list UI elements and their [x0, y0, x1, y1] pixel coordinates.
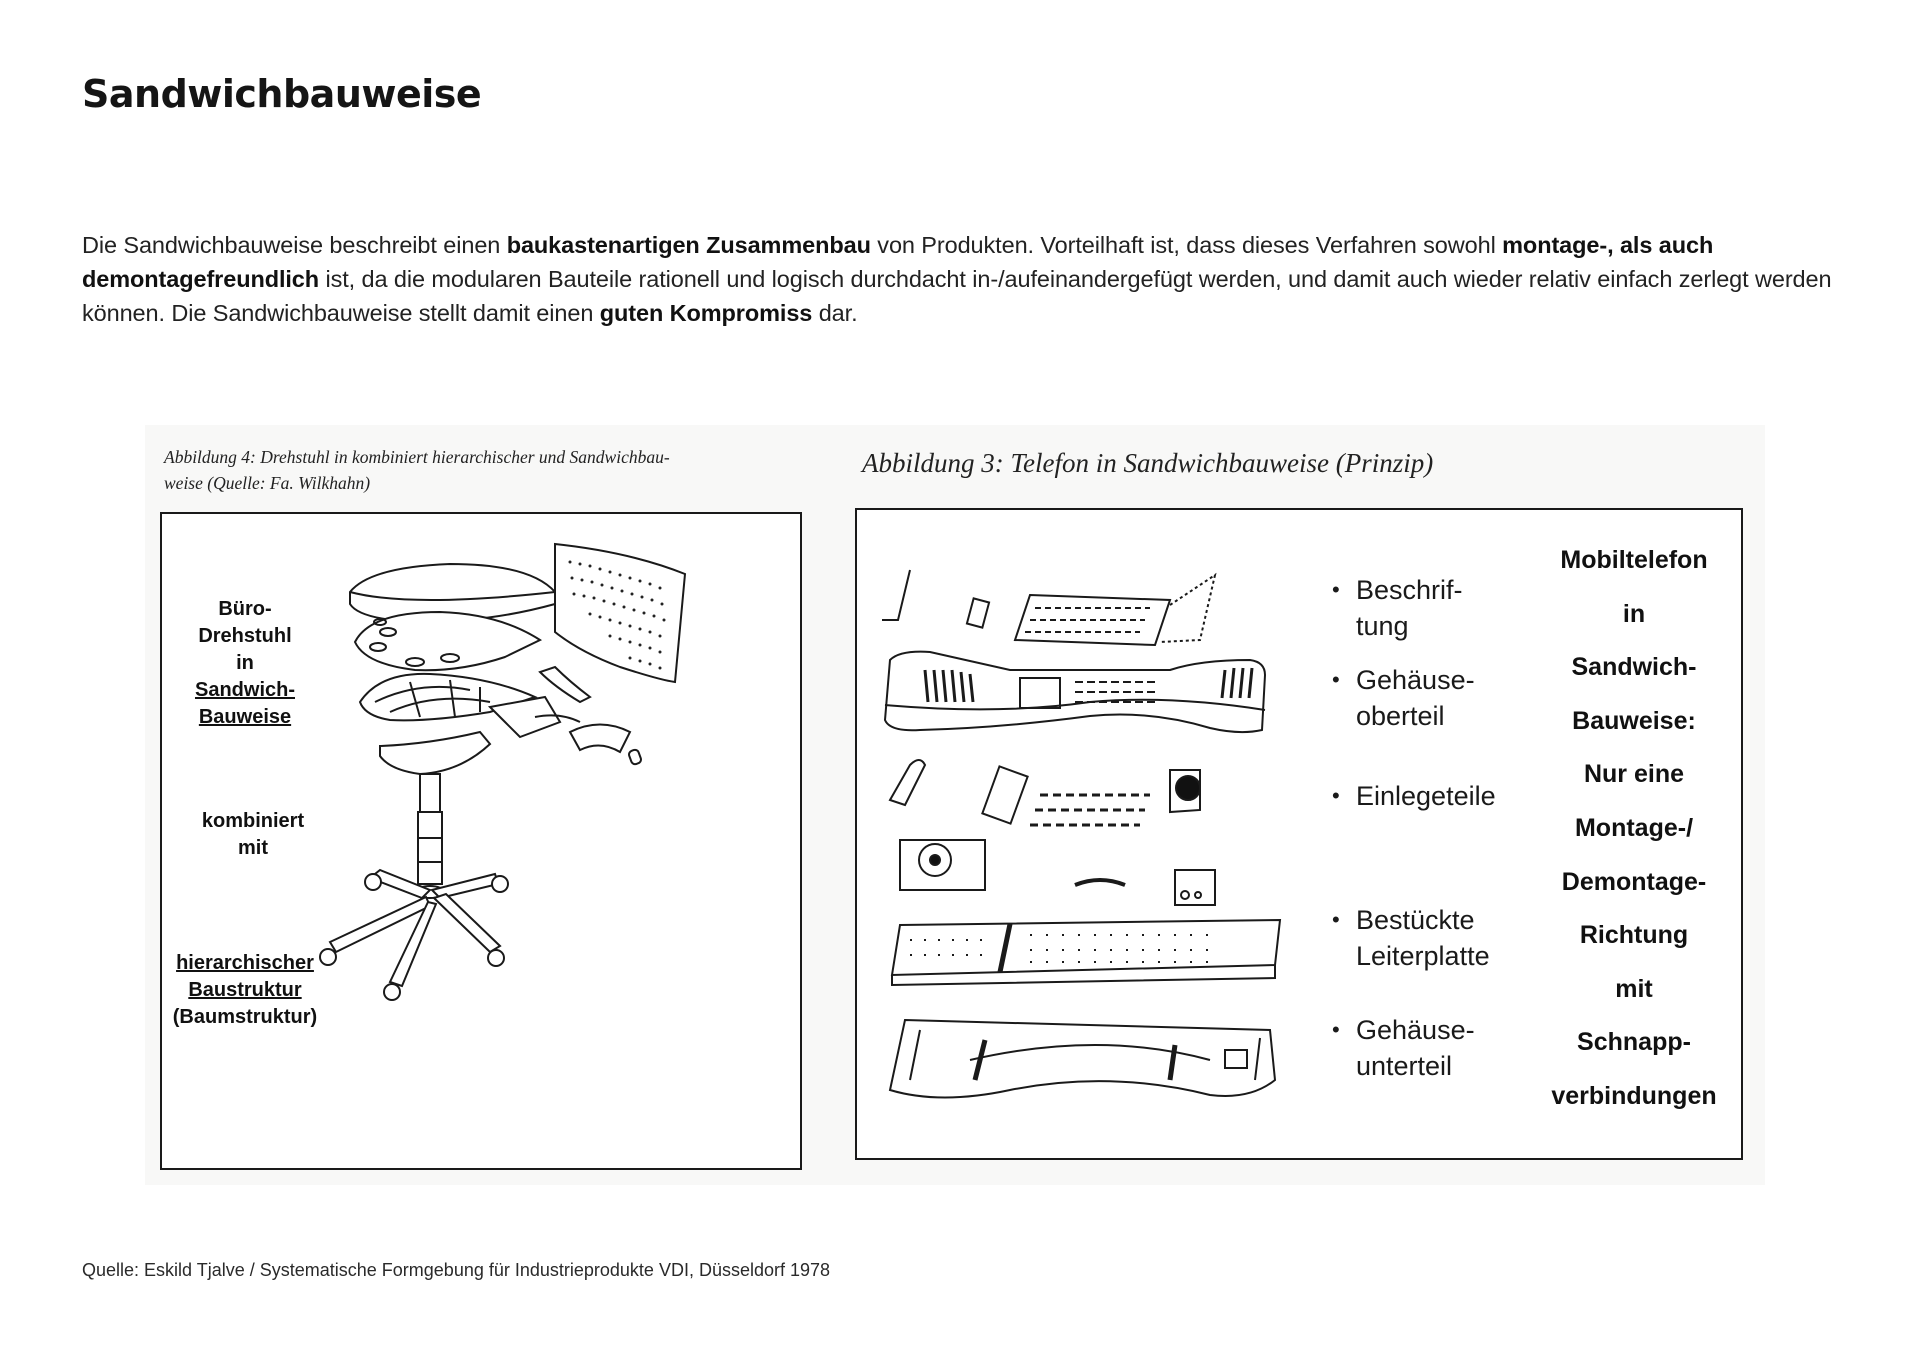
label-line: mit [238, 837, 268, 859]
label-line: oberteil [1356, 701, 1445, 731]
label-line: in [236, 652, 254, 674]
phone-layer-lower-housing [890, 1020, 1275, 1098]
phone-layer-label-lower-housing [1332, 1012, 1475, 1084]
summary-line: Richtung [1579, 921, 1689, 950]
label-line: Beschrif- [1356, 575, 1463, 605]
phone-layer-label-labeling [1332, 572, 1463, 644]
phone-layer-label-pcb [1332, 902, 1490, 974]
chair-armrest [570, 725, 630, 753]
label-line: kombiniert [201, 810, 305, 832]
bullet: • [1332, 783, 1340, 808]
body-text: dar. [812, 300, 858, 326]
summary-line: verbindungen [1551, 1081, 1717, 1110]
bullet: • [1332, 1017, 1340, 1042]
emphasis-text: guten Kompromiss [599, 300, 813, 326]
figure-chair-caption [164, 444, 784, 496]
summary-line: Montage-/ [1574, 813, 1694, 842]
phone-layer-upper-housing [885, 652, 1265, 732]
chair-backrest [555, 544, 685, 682]
intro-paragraph [82, 228, 1862, 330]
phone-illustration [870, 560, 1320, 1120]
summary-line: Demontage- [1561, 867, 1707, 896]
emphasis-text: baukastenartigen Zusammenbau [506, 232, 871, 258]
summary-line: Nur eine [1583, 760, 1685, 789]
phone-layer-inserts [890, 760, 1215, 905]
emphasis-text: montage-, als auch demontagefreundlich [82, 232, 1714, 292]
label-line: Sandwich- [194, 679, 295, 701]
body-text: von Produkten. Vorteilhaft ist, dass dieses Verfahren sowohl [870, 232, 1503, 258]
label-line: unterteil [1356, 1051, 1453, 1081]
summary-line: Bauweise: [1572, 706, 1696, 735]
label-line: Baustruktur [188, 979, 302, 1001]
source-citation: Quelle: Eskild Tjalve / Systematische Formgebung für Industrieprodukte VDI, Düsseldorf 1978 [82, 1260, 831, 1280]
label-line: Bestückte [1356, 905, 1475, 935]
label-line: Gehäuse- [1356, 665, 1475, 695]
chair-tilt-plate [380, 732, 490, 774]
bullet: • [1332, 907, 1340, 932]
bullet: • [1332, 667, 1340, 692]
label-line: Einlegeteile [1356, 781, 1496, 811]
figure-phone-caption: Abbildung 3: Telefon in Sandwichbauweise (Prinzip) [862, 448, 1434, 478]
phone-layer-labels [882, 570, 1215, 645]
label-line: Bauweise [198, 706, 292, 728]
label-line: Büro- [218, 598, 272, 620]
chair-star-base [330, 870, 500, 986]
phone-layer-label-upper-housing [1332, 662, 1475, 734]
label-line: hierarchischer [176, 952, 314, 974]
summary-line: Schnapp- [1577, 1028, 1691, 1057]
summary-line: Mobiltelefon [1560, 546, 1708, 574]
body-text: ist, da die modularen Bauteile rationell und logisch durchdacht in-/aufeinandergefügt werden, und damit auch wieder relativ einfach zerlegt werden können. Die Sandwichbauweise stellt damit einen [82, 266, 1832, 326]
label-line: Gehäuse- [1356, 1015, 1475, 1045]
chair-illustration [160, 512, 802, 1170]
caption-line: Abbildung 4: Drehstuhl in kombiniert hierarchischer und Sandwichbau- [164, 447, 670, 467]
caption-line: weise (Quelle: Fa. Wilkhahn) [164, 473, 371, 493]
summary-line: mit [1615, 974, 1653, 1003]
summary-line: in [1622, 599, 1646, 628]
summary-line: Sandwich- [1571, 653, 1697, 682]
body-text: Die Sandwichbauweise beschreibt einen [82, 232, 507, 258]
label-line: tung [1356, 611, 1409, 641]
chair-gas-column [420, 774, 440, 812]
label-line: Leiterplatte [1356, 941, 1490, 971]
phone-layer-pcb [892, 920, 1280, 985]
page-title: Sandwichbauweise [82, 72, 482, 116]
bullet: • [1332, 577, 1340, 602]
label-line: (Baumstruktur) [172, 1006, 318, 1028]
label-line: Drehstuhl [198, 625, 292, 647]
phone-summary-text [1524, 540, 1744, 1130]
phone-layer-label-inserts [1332, 778, 1496, 814]
